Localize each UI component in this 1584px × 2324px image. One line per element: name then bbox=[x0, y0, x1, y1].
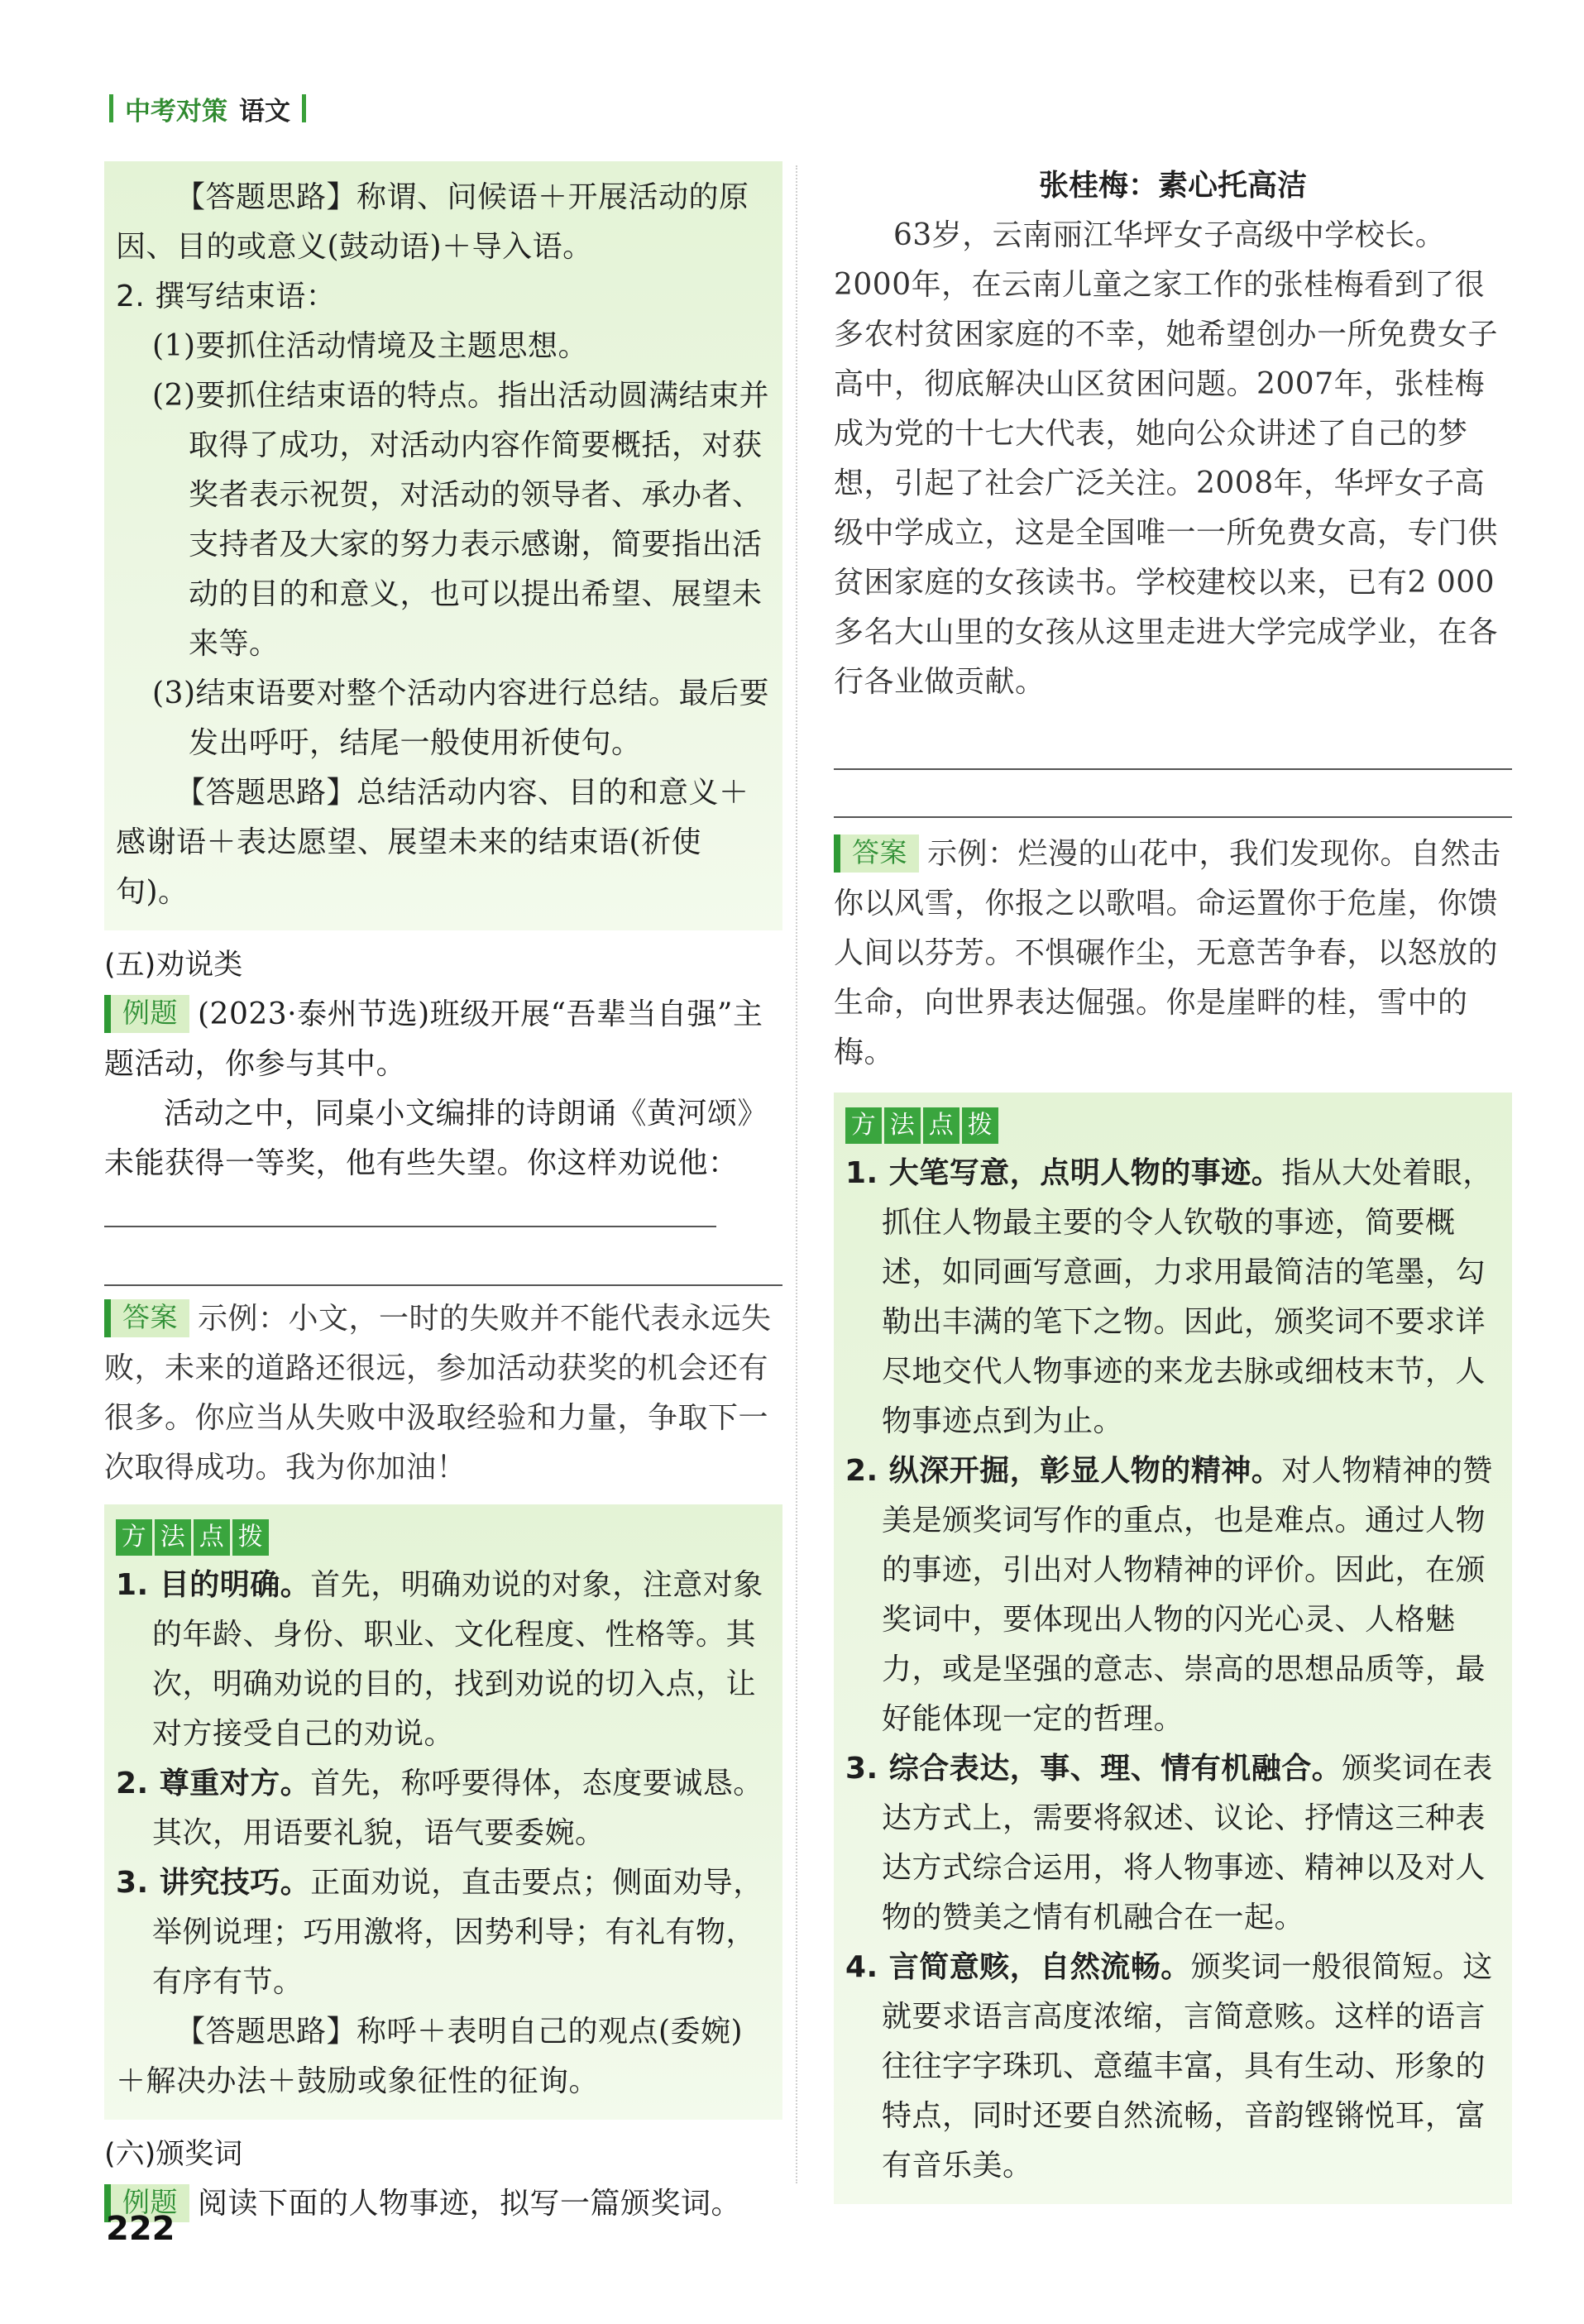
method-tag-char: 点 bbox=[923, 1107, 959, 1144]
method-item-1 bbox=[116, 1561, 771, 1759]
method-tag-char: 法 bbox=[884, 1107, 921, 1144]
answer-blank-line-1 bbox=[834, 722, 1512, 770]
method-tag-char: 方 bbox=[116, 1519, 152, 1556]
example-award bbox=[104, 2179, 782, 2229]
method-item-2 bbox=[116, 1759, 771, 1858]
closing-heading: 2. 撰写结束语： bbox=[116, 280, 337, 313]
header-bar-left bbox=[109, 94, 113, 122]
answer-blank-line bbox=[104, 1238, 782, 1286]
answer-persuasion bbox=[104, 1294, 782, 1493]
page-number: 222 bbox=[106, 2210, 175, 2248]
award-method-3-body: 颁奖词在表达方式上，需要将叙述、议论、抒情这三种表达方式综合运用，将人物事迹、精神以及对人物的赞美之情有机融合在一起。 bbox=[882, 1752, 1493, 1934]
book-title: 中考对策 bbox=[125, 96, 227, 127]
method-tip: 【答题思路】称呼＋表明自己的观点(委婉)＋解决办法＋鼓励或象征性的征询。 bbox=[116, 2015, 744, 2098]
example-persuasion-source: (2023·泰州节选)班级开展“吾辈当自强”主题活动，你参与其中。 bbox=[104, 997, 763, 1081]
page-header bbox=[109, 89, 306, 127]
left-column bbox=[104, 161, 782, 2229]
award-method-3 bbox=[845, 1744, 1500, 1943]
method-tag-char: 方 bbox=[845, 1107, 882, 1144]
award-method-2 bbox=[845, 1447, 1500, 1744]
section-persuasion-title: (五)劝说类 bbox=[104, 949, 243, 982]
method-item-3 bbox=[116, 1858, 771, 2007]
method-tag-char: 拨 bbox=[962, 1107, 998, 1144]
award-method-1-body: 指从大处着眼，抓住人物最主要的令人钦敬的事迹，简要概述，如同画写意画，力求用最简洁的笔墨，勾勒出丰满的笔下之物。因此，颁奖词不要求详尽地交代人物事迹的来龙去脉或细枝末节，人物事迹点到为止。 bbox=[882, 1156, 1493, 1438]
answer-tag: 答案 bbox=[104, 1299, 189, 1337]
answer-tag-2: 答案 bbox=[834, 834, 919, 873]
closing-remarks-box bbox=[104, 161, 782, 930]
story-title: 张桂梅：素心托高洁 bbox=[1038, 169, 1307, 203]
method-item-1-head: 1. 目的明确。 bbox=[116, 1568, 311, 1602]
subject-title: 语文 bbox=[239, 96, 290, 127]
example-tag: 例题 bbox=[104, 995, 189, 1033]
answer-idea-1: 【答题思路】称谓、问候语＋开展活动的原因、目的或意义(鼓动语)＋导入语。 bbox=[116, 180, 749, 264]
award-method-2-body: 对人物精神的赞美是颁奖词写作的重点，也是难点。通过人物的事迹，引出对人物精神的评价。因此，在颁奖词中，要体现出人物的闪光心灵、人格魅力，或是坚强的意志、崇高的思想品质等，最好能体现一定的哲理。 bbox=[882, 1454, 1493, 1736]
answer-award-text: 示例：烂漫的山花中，我们发现你。自然击你以风雪，你报之以歌唱。命运置你于危崖，你馈人间以芬芳。不惧碾作尘，无意苦争春，以怒放的生命，向世界表达倔强。你是崖畔的桂，雪中的梅。 bbox=[834, 837, 1501, 1069]
award-method-1 bbox=[845, 1149, 1500, 1447]
story-text: 63岁，云南丽江华坪女子高级中学校长。2000年，在云南儿童之家工作的张桂梅看到了很多农村贫困家庭的不幸，她希望创办一所免费女子高中，彻底解决山区贫困问题。2007年，张桂梅成为党的十七大代表，她向公众讲述了自己的梦想，引起了社会广泛关注。2008年，华坪女子高级中学成立，这是全国唯一一所免费女高，专门供贫困家庭的女孩读书。学校建校以来，已有2 000多名大山里的女孩从这里走进大学完成学业，在各行各业做贡献。 bbox=[834, 218, 1499, 699]
answer-fill-line bbox=[104, 1193, 716, 1227]
answer-persuasion-text: 示例：小文，一时的失败并不能代表永远失败，未来的道路还很远，参加活动获奖的机会还有很多。你应当从失败中汲取经验和力量，争取下一次取得成功。我为你加油！ bbox=[104, 1302, 772, 1485]
right-column bbox=[834, 161, 1512, 2204]
example-persuasion bbox=[104, 990, 782, 1286]
method-tag bbox=[116, 1519, 269, 1556]
closing-point-2: (2)要抓住结束语的特点。指出活动圆满结束并取得了成功，对活动内容作简要概括，对获奖者表示祝贺，对活动的领导者、承办者、支持者及大家的努力表示感谢，简要指出活动的目的和意义，也可以提出希望、展望未来等。 bbox=[152, 379, 769, 661]
example-award-text: 阅读下面的人物事迹，拟写一篇颁奖词。 bbox=[198, 2187, 742, 2221]
award-method-2-head: 2. 纵深开掘，彰显人物的精神。 bbox=[845, 1454, 1282, 1488]
method-tag-char: 点 bbox=[194, 1519, 230, 1556]
award-method-1-head: 1. 大笔写意，点明人物的事迹。 bbox=[845, 1156, 1282, 1190]
method-tag-char: 拨 bbox=[232, 1519, 269, 1556]
method-box-persuasion bbox=[104, 1504, 782, 2120]
method-tag-2 bbox=[845, 1107, 998, 1144]
example-tag-2: 例题 bbox=[104, 2184, 189, 2222]
closing-point-3: (3)结束语要对整个活动内容进行总结。最后要发出呼吁，结尾一般使用祈使句。 bbox=[152, 677, 769, 760]
header-bar-right bbox=[302, 94, 306, 122]
example-persuasion-prompt bbox=[104, 1089, 782, 1238]
award-method-4 bbox=[845, 1943, 1500, 2191]
award-method-3-head: 3. 综合表达，事、理、情有机融合。 bbox=[845, 1752, 1342, 1786]
answer-idea-2: 【答题思路】总结活动内容、目的和意义＋感谢语＋表达愿望、展望未来的结束语(祈使句)。 bbox=[116, 776, 749, 909]
method-item-2-body: 首先，称呼要得体，态度要诚恳。其次，用语要礼貌，语气要委婉。 bbox=[152, 1767, 763, 1850]
method-box-award bbox=[834, 1093, 1512, 2204]
method-item-3-head: 3. 讲究技巧。 bbox=[116, 1866, 311, 1900]
answer-award bbox=[834, 830, 1512, 1078]
section-award-title: (六)颁奖词 bbox=[104, 2138, 243, 2171]
answer-blank-line-2 bbox=[834, 770, 1512, 818]
award-method-4-body: 颁奖词一般很简短。这就要求语言高度浓缩，言简意赅。这样的语言往往字字珠玑、意蕴丰富，具有生动、形象的特点，同时还要自然流畅，音韵铿锵悦耳，富有音乐美。 bbox=[882, 1950, 1493, 2183]
example-persuasion-prompt-text: 活动之中，同桌小文编排的诗朗诵《黄河颂》未能获得一等奖，他有些失望。你这样劝说他： bbox=[104, 1097, 768, 1180]
method-item-1-body: 首先，明确劝说的对象，注意对象的年龄、身份、职业、文化程度、性格等。其次，明确劝说的目的，找到劝说的切入点，让对方接受自己的劝说。 bbox=[152, 1568, 763, 1751]
method-item-3-body: 正面劝说，直击要点；侧面劝导，举例说理；巧用激将，因势利导；有礼有物，有序有节。 bbox=[152, 1866, 763, 1999]
method-item-2-head: 2. 尊重对方。 bbox=[116, 1767, 311, 1800]
closing-point-1: (1)要抓住活动情境及主题思想。 bbox=[152, 329, 588, 363]
method-tag-char: 法 bbox=[155, 1519, 191, 1556]
award-method-4-head: 4. 言简意赅，自然流畅。 bbox=[845, 1950, 1191, 1984]
column-divider bbox=[796, 165, 797, 2183]
